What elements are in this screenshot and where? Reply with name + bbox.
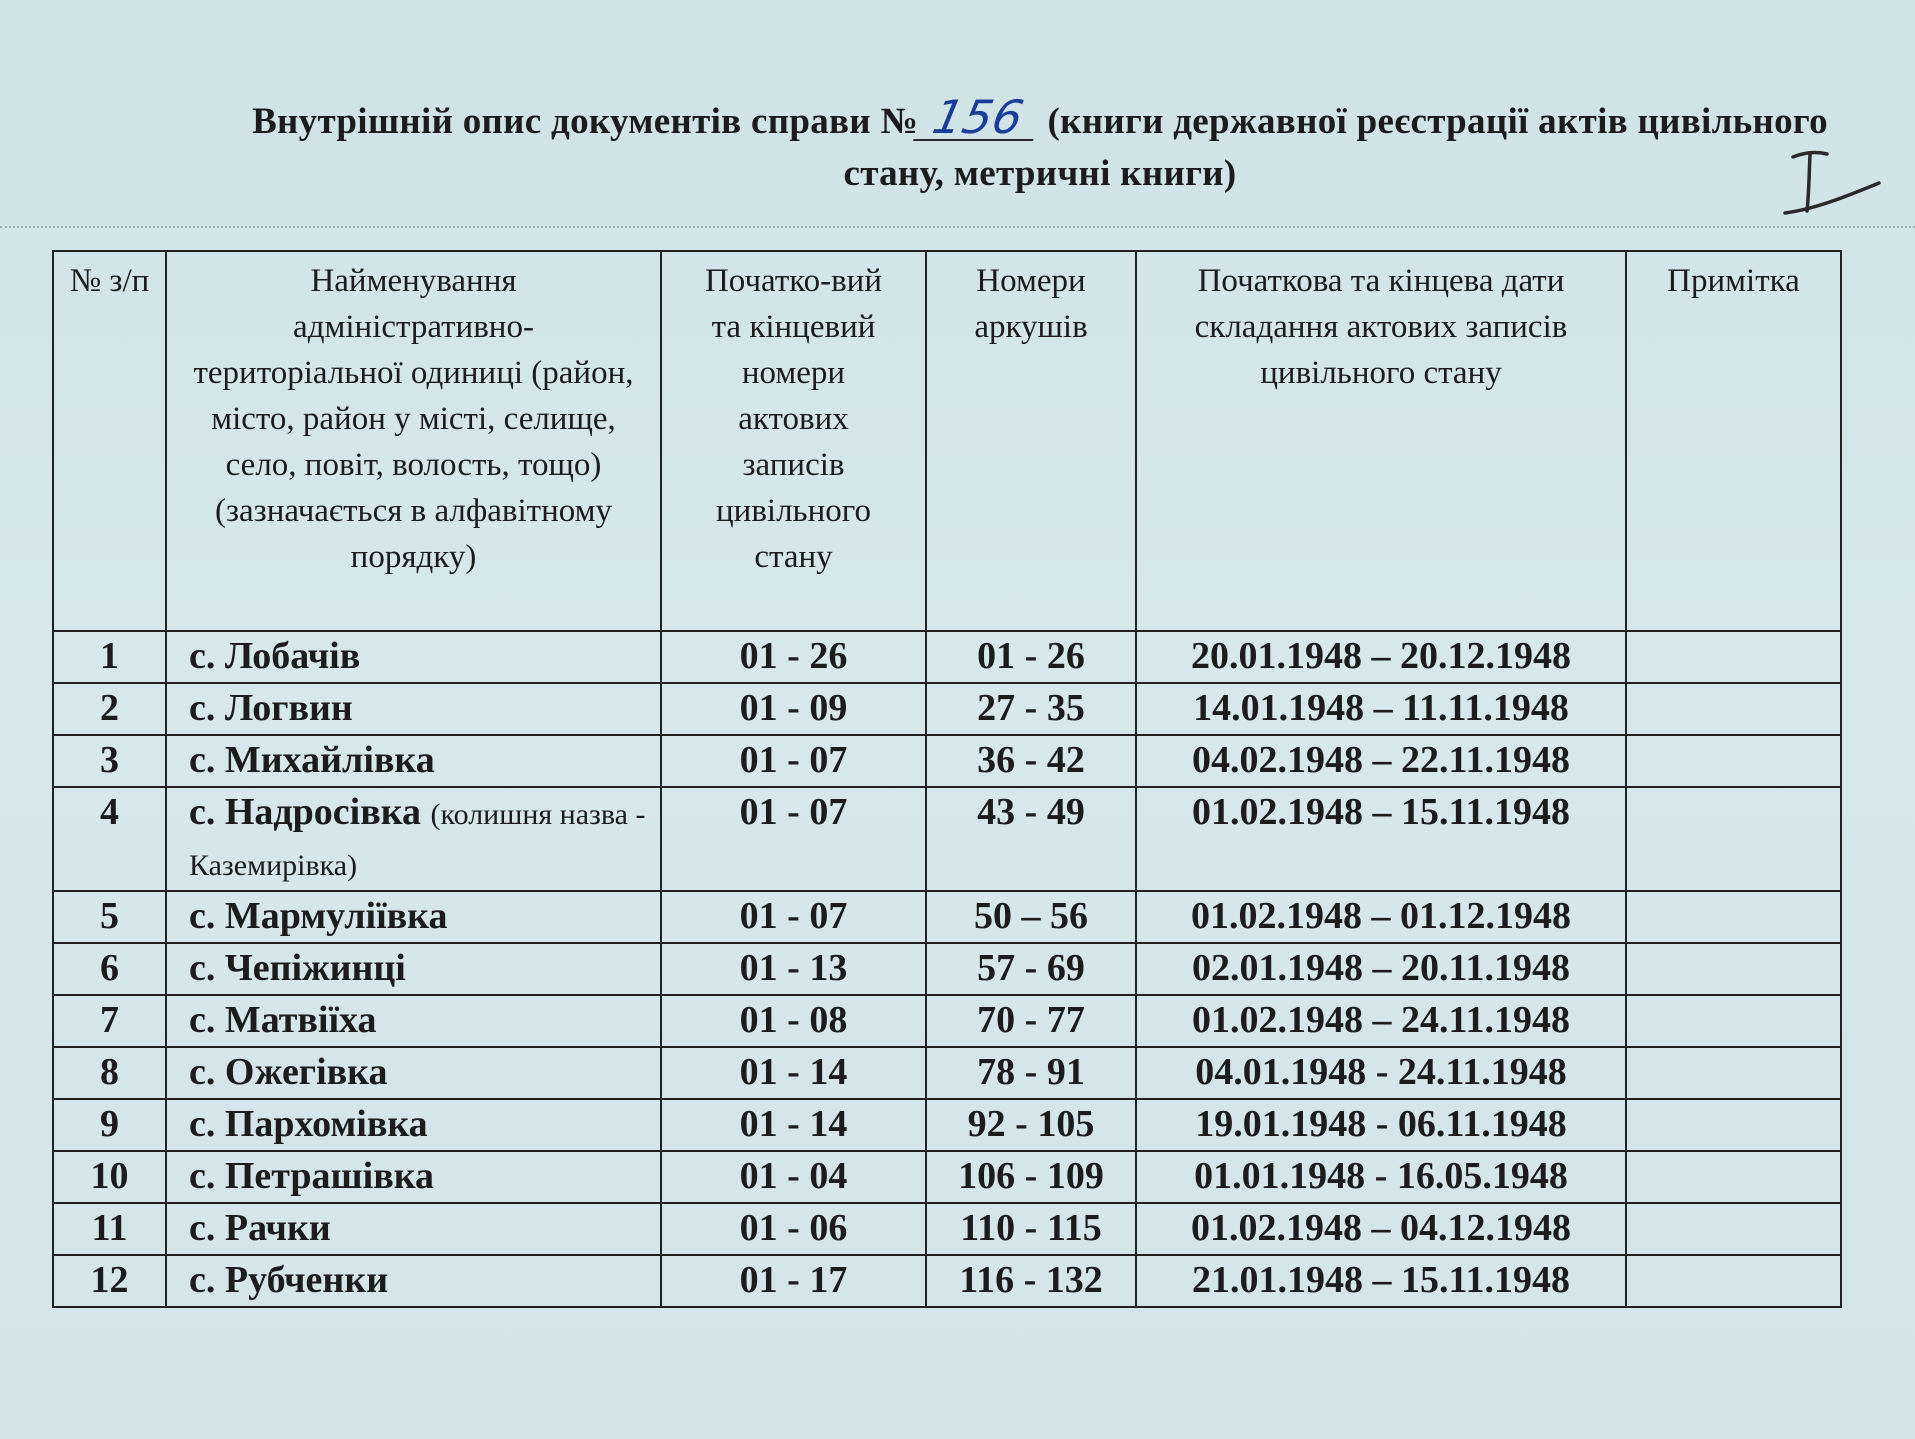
date-range: 19.01.1948 - 06.11.1948 <box>1136 1099 1626 1151</box>
unit-name-cell <box>166 1255 661 1307</box>
table-row <box>53 1255 1841 1307</box>
remark <box>1626 787 1841 891</box>
act-numbers: 01 - 17 <box>661 1255 926 1307</box>
unit-name-cell <box>166 1203 661 1255</box>
unit-name-cell <box>166 735 661 787</box>
row-number: 1 <box>53 631 166 683</box>
table-row <box>53 1203 1841 1255</box>
row-number: 2 <box>53 683 166 735</box>
act-numbers: 01 - 14 <box>661 1047 926 1099</box>
sheet-numbers: 43 - 49 <box>926 787 1136 891</box>
act-numbers: 01 - 07 <box>661 735 926 787</box>
act-numbers: 01 - 07 <box>661 787 926 891</box>
table-header-row <box>53 251 1841 631</box>
unit-name: с. Петрашівка <box>189 1155 435 1197</box>
date-range: 01.02.1948 – 15.11.1948 <box>1136 787 1626 891</box>
sheet-numbers: 27 - 35 <box>926 683 1136 735</box>
date-range: 01.01.1948 - 16.05.1948 <box>1136 1151 1626 1203</box>
unit-name: с. Рачки <box>189 1207 331 1249</box>
remark <box>1626 891 1841 943</box>
row-number: 7 <box>53 995 166 1047</box>
unit-name-cell <box>166 1151 661 1203</box>
document-title <box>200 90 1880 200</box>
date-range: 04.01.1948 - 24.11.1948 <box>1136 1047 1626 1099</box>
sheet-numbers: 01 - 26 <box>926 631 1136 683</box>
case-number-handwritten: 156 <box>913 95 1043 141</box>
date-range: 01.02.1948 – 01.12.1948 <box>1136 891 1626 943</box>
unit-name-cell <box>166 1047 661 1099</box>
unit-name-cell <box>166 943 661 995</box>
row-number: 10 <box>53 1151 166 1203</box>
remark <box>1626 1099 1841 1151</box>
unit-name: с. Рубченки <box>189 1259 389 1301</box>
remark <box>1626 1047 1841 1099</box>
act-numbers: 01 - 07 <box>661 891 926 943</box>
row-number: 6 <box>53 943 166 995</box>
act-numbers: 01 - 08 <box>661 995 926 1047</box>
act-numbers: 01 - 13 <box>661 943 926 995</box>
header-number: № з/п <box>53 251 166 631</box>
sheet-numbers: 36 - 42 <box>926 735 1136 787</box>
table-row <box>53 735 1841 787</box>
unit-name: с. Мармуліївка <box>189 895 448 937</box>
sheet-numbers: 106 - 109 <box>926 1151 1136 1203</box>
act-numbers: 01 - 04 <box>661 1151 926 1203</box>
sheet-numbers: 116 - 132 <box>926 1255 1136 1307</box>
table-row <box>53 787 1841 891</box>
act-numbers: 01 - 26 <box>661 631 926 683</box>
unit-name: с. Логвин <box>189 687 353 729</box>
unit-name: с. Лобачів <box>189 635 361 677</box>
table-row <box>53 995 1841 1047</box>
sheet-numbers: 78 - 91 <box>926 1047 1136 1099</box>
row-number: 5 <box>53 891 166 943</box>
sheet-numbers: 57 - 69 <box>926 943 1136 995</box>
row-number: 12 <box>53 1255 166 1307</box>
remark <box>1626 683 1841 735</box>
remark <box>1626 631 1841 683</box>
unit-name-cell <box>166 631 661 683</box>
inventory-table <box>52 250 1842 1308</box>
header-remark: Примітка <box>1626 251 1841 631</box>
row-number: 9 <box>53 1099 166 1151</box>
date-range: 01.02.1948 – 24.11.1948 <box>1136 995 1626 1047</box>
remark <box>1626 735 1841 787</box>
row-number: 11 <box>53 1203 166 1255</box>
table-row <box>53 1151 1841 1203</box>
date-range: 14.01.1948 – 11.11.1948 <box>1136 683 1626 735</box>
unit-name: с. Матвіїха <box>189 999 377 1041</box>
unit-name-cell <box>166 1099 661 1151</box>
unit-name-cell <box>166 891 661 943</box>
row-number: 3 <box>53 735 166 787</box>
row-number: 4 <box>53 787 166 891</box>
date-range: 21.01.1948 – 15.11.1948 <box>1136 1255 1626 1307</box>
table-row <box>53 1099 1841 1151</box>
unit-name: с. Михайлівка <box>189 739 435 781</box>
act-numbers: 01 - 09 <box>661 683 926 735</box>
sheet-numbers: 50 – 56 <box>926 891 1136 943</box>
handwritten-roman-numeral-mark <box>1775 145 1885 225</box>
header-sheet-numbers: Номери аркушів <box>926 251 1136 631</box>
header-act-numbers: Початко-вий та кінцевий номери актових записів цивільного стану <box>661 251 926 631</box>
remark <box>1626 1151 1841 1203</box>
date-range: 20.01.1948 – 20.12.1948 <box>1136 631 1626 683</box>
date-range: 02.01.1948 – 20.11.1948 <box>1136 943 1626 995</box>
table-row <box>53 1047 1841 1099</box>
remark <box>1626 995 1841 1047</box>
row-number: 8 <box>53 1047 166 1099</box>
sheet-numbers: 110 - 115 <box>926 1203 1136 1255</box>
remark <box>1626 943 1841 995</box>
unit-name-note: (колишня назва - Каземирівка) <box>189 798 646 882</box>
unit-name: с. Ожегівка <box>189 1051 388 1093</box>
unit-name: с. Чепіжинці <box>189 947 406 989</box>
unit-name: с. Надросівка <box>189 791 422 833</box>
table-row <box>53 891 1841 943</box>
sheet-numbers: 70 - 77 <box>926 995 1136 1047</box>
remark <box>1626 1203 1841 1255</box>
table-row <box>53 943 1841 995</box>
act-numbers: 01 - 14 <box>661 1099 926 1151</box>
date-range: 04.02.1948 – 22.11.1948 <box>1136 735 1626 787</box>
unit-name: с. Пархомівка <box>189 1103 428 1145</box>
title-part-1: Внутрішній опис документів справи № <box>252 101 918 142</box>
table-row <box>53 683 1841 735</box>
tear-line-divider <box>0 226 1915 232</box>
unit-name-cell <box>166 683 661 735</box>
unit-name-cell <box>166 787 661 891</box>
remark <box>1626 1255 1841 1307</box>
header-dates: Початкова та кінцева дати складання актових записів цивільного стану <box>1136 251 1626 631</box>
date-range: 01.02.1948 – 04.12.1948 <box>1136 1203 1626 1255</box>
act-numbers: 01 - 06 <box>661 1203 926 1255</box>
sheet-numbers: 92 - 105 <box>926 1099 1136 1151</box>
table-row <box>53 631 1841 683</box>
title-part-2: (книги державної реєстрації актів цивільного стану, метричні книги) <box>843 101 1828 194</box>
header-unit-name: Найменування адміністративно-територіальної одиниці (район, місто, район у місті, селище, село, повіт, волость, тощо) (зазначається в алфавітному порядку) <box>166 251 661 631</box>
unit-name-cell <box>166 995 661 1047</box>
